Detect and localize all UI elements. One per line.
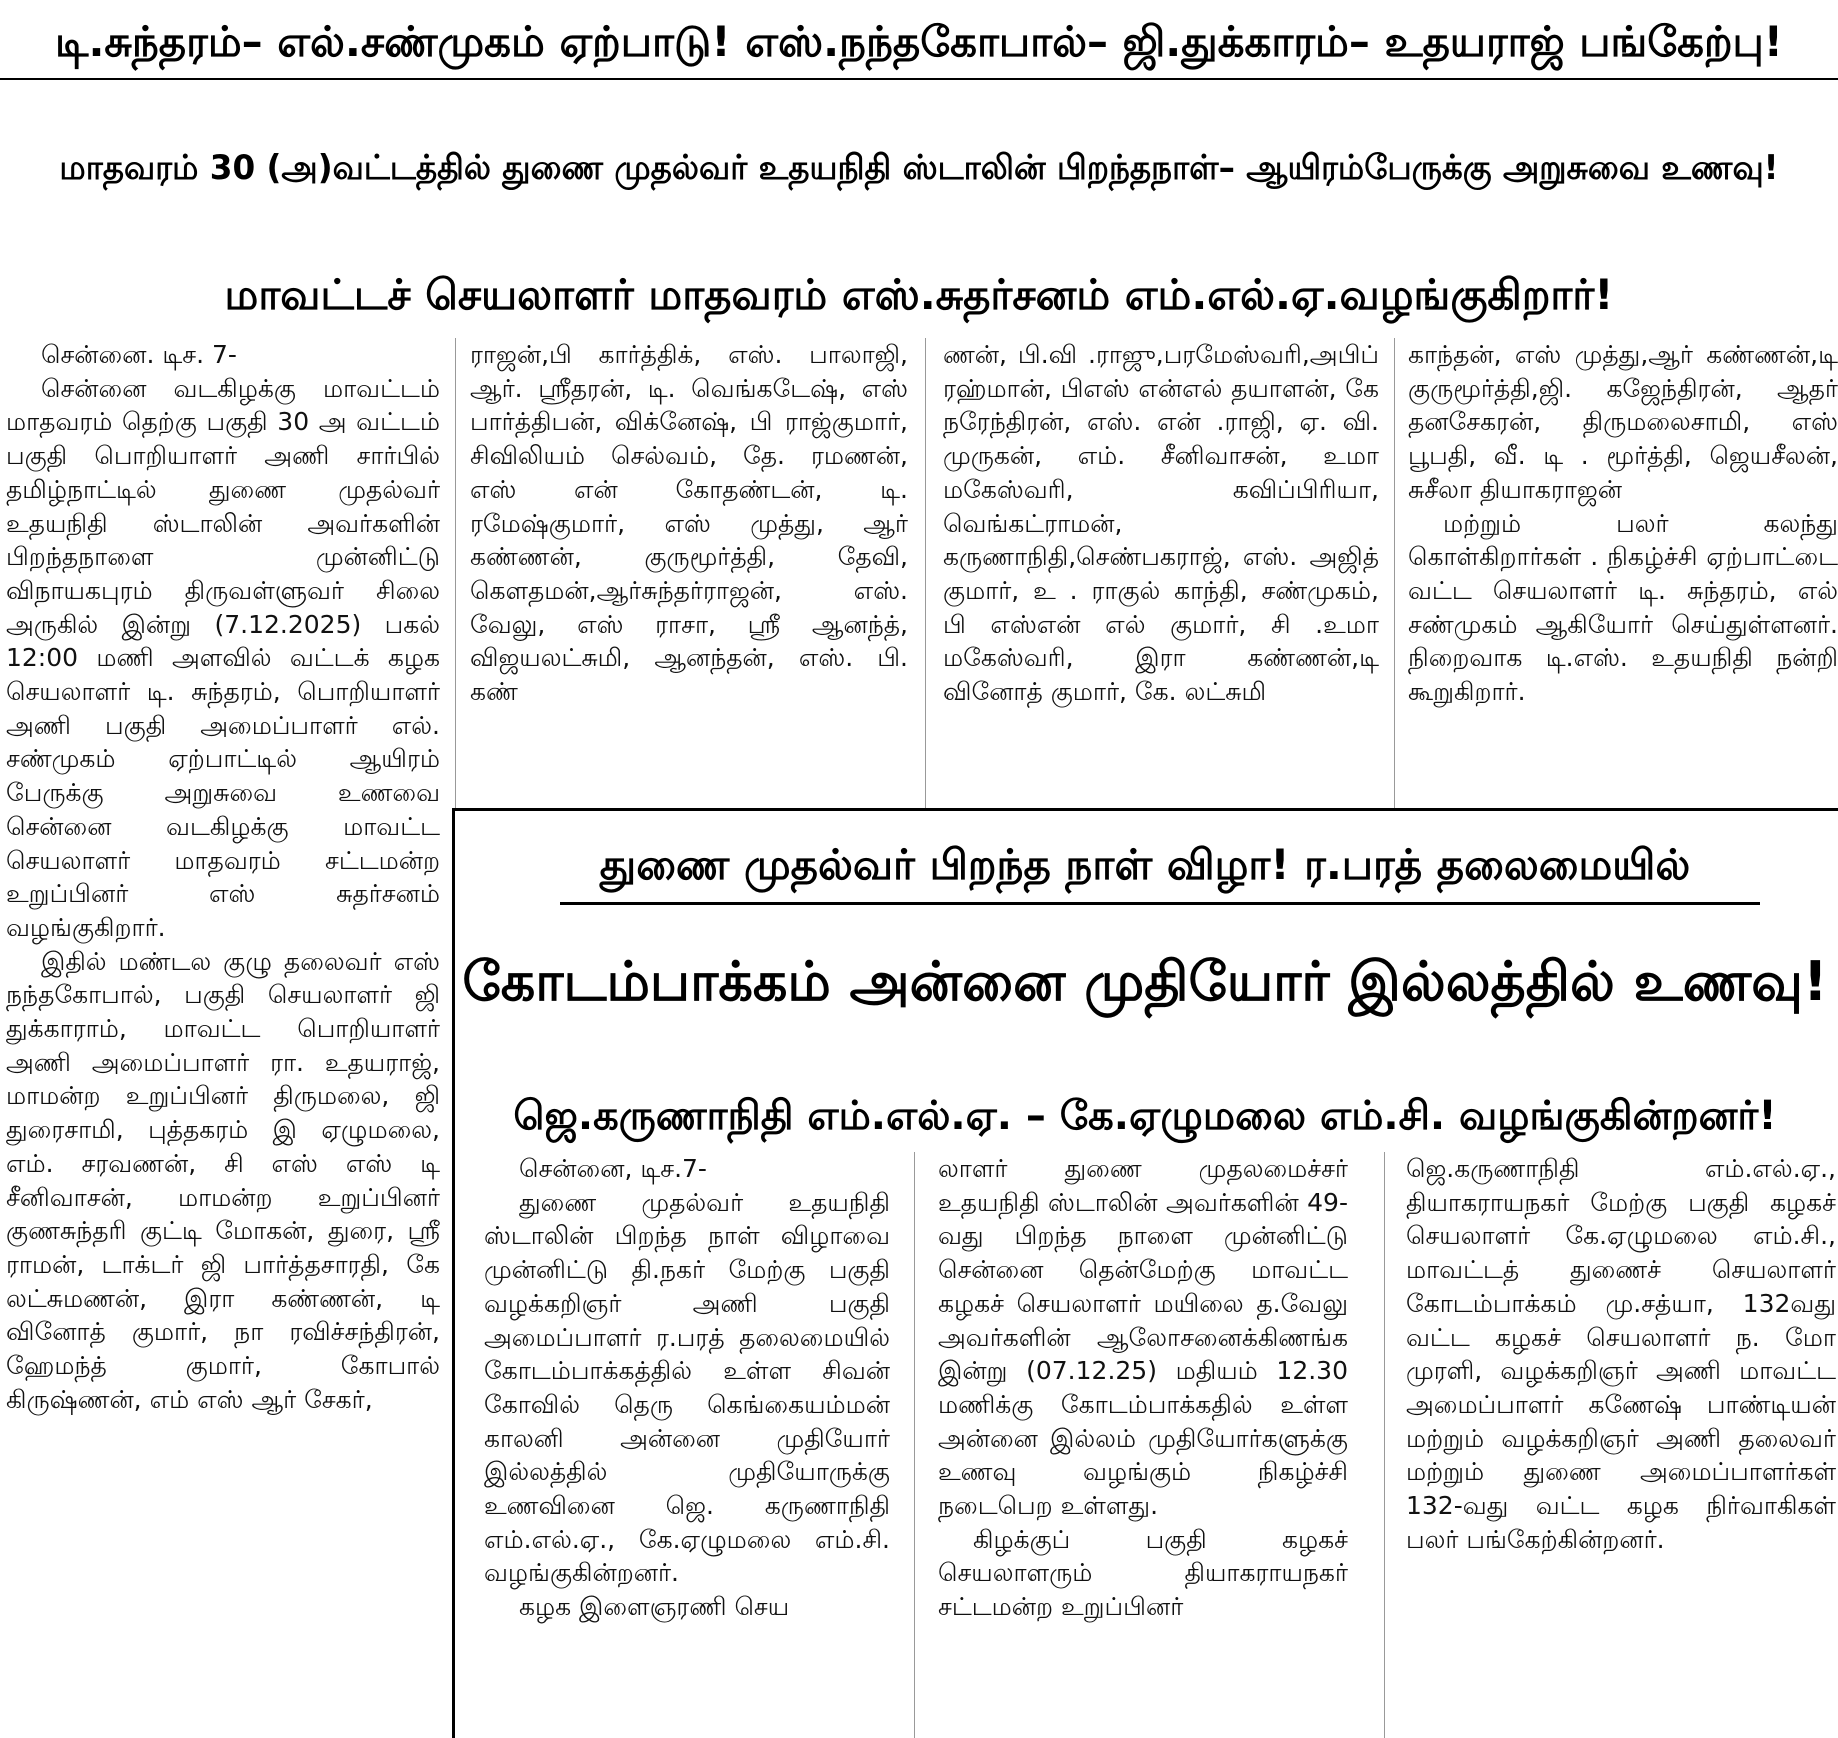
article1-paragraph: இதில் மண்டல குழு தலைவர் எஸ் நந்தகோபால், பகுதி செயலாளர் ஜி துக்காராம், மாவட்ட பொறியாளர் அணி அமைப்பாளர் ரா. உதயராஜ், மாமன்ற உறுப்பினர் திருமலை, ஜி துரைசாமி, புத்தகரம் இ ஏழுமலை, எம். சரவணன், சி எஸ் எஸ் டி சீனிவாசன், மாமன்ற உறுப்பினர் குணசுந்தரி குட்டி மோகன், துரை, ஸ்ரீ ராமன், டாக்டர் ஜி பார்த்தசாரதி, கே லட்சுமணன், இரா கண்ணன், டி வினோத் குமார், நா ரவிச்சந்திரன், ஹேமந்த் குமார், கோபால் கிருஷ்ணன், எம் எஸ் ஆர் சேகர், (6, 946, 440, 1414)
article2-dateline: சென்னை, டிச.7- (519, 1154, 707, 1183)
article2-text: துணை முதல்வர் உதயநிதி ஸ்டாலின் பிறந்த நாள் விழாவை முன்னிட்டு தி.நகர் மேற்கு பகுதி வழக்கறிஞர் அணி பகுதி அமைப்பாளர் ர.பரத் தலைமையில் கோடம்பாக்கத்தில் உள்ள சிவன் கோவில் தெரு கெங்கையம்மன் காலனி அன்னை முதியோர் இல்லத்தில் முதியோருக்கு உணவினை ஜெ. கருணாநிதி எம்.எல்.ஏ., கே.ஏழுமலை எம்.சி. வழங்குகின்றனர். (484, 1187, 890, 1588)
article1-column-3 (943, 338, 1379, 798)
article2-kicker: துணை முதல்வர் பிறந்த நாள் விழா! ர.பரத் தலைமையில் (599, 840, 1691, 889)
article2-headline: கோடம்பாக்கம் அன்னை முதியோர் இல்லத்தில் உணவு! (462, 950, 1828, 1013)
article1-text: காந்தன், எஸ் முத்து,ஆர் கண்ணன்,டி குருமூர்த்தி,ஜி. கஜேந்திரன், ஆதர் தனசேகரன், திருமலைசாமி, எஸ் பூபதி, வீ. டி . மூர்த்தி, ஜெயசீலன், சுசீலா தியாகராஜன் (1408, 340, 1838, 504)
article2-subhead: ஜெ.கருணாநிதி எம்.எல்.ஏ. – கே.ஏழுமலை எம்.சி. வழங்குகின்றனர்! (513, 1093, 1777, 1139)
article1-column-1 (6, 338, 440, 1738)
article2-text: லாளர் துணை முதலமைச்சர் உதயநிதி ஸ்டாலின் அவர்களின் 49-வது பிறந்த நாளை முன்னிட்டு சென்னை தென்மேற்கு மாவட்ட கழகச் செயலாளர் மயிலை த.வேலு அவர்களின் ஆலோசனைக்கிணங்க இன்று (07.12.25) மதியம் 12.30 மணிக்கு கோடம்பாக்கதில் உள்ள அன்னை இல்லம் முதியோர்களுக்கு உணவு வழங்கும் நிகழ்ச்சி நடைபெற உள்ளது. (938, 1154, 1348, 1521)
column-divider (1394, 338, 1395, 808)
article1-text: மற்றும் பலர் கலந்து கொள்கிறார்கள் . நிகழ்ச்சி ஏற்பாட்டை வட்ட செயலாளர் டி. சுந்தரம், எல் சண்முகம் ஆகியோர் செய்துள்ளனர். நிறைவாக டி.எஸ். உதயநிதி நன்றி கூறுகிறார். (1408, 508, 1838, 707)
article2-text: ஜெ.கருணாநிதி எம்.எல்.ஏ., தியாகராயநகர் மேற்கு பகுதி கழகச் செயலாளர் கே.ஏழுமலை எம்.சி., மாவட்டத் துணைச் செயலாளர் கோடம்பாக்கம் மு.சத்யா, 132வது வட்ட கழகச் செயலாளர் ந. மோ முரளி, வழக்கறிஞர் அணி மாவட்ட அமைப்பாளர் கணேஷ் பாண்டியன் மற்றும் வழக்கறிஞர் அணி தலைவர் மற்றும் துணை அமைப்பாளர்கள் 132-வது வட்ட கழக நிர்வாகிகள் பலர் பங்கேற்கின்றனர். (1406, 1154, 1836, 1554)
article1-column-4 (1408, 338, 1838, 798)
article2-column-1 (484, 1152, 890, 1738)
top-strap-headline: டி.சுந்தரம்– எல்.சண்முகம் ஏற்பாடு! எஸ்.நந்தகோபால்– ஜி.துக்காரம்– உதயராஜ் பங்கேற்பு! (0, 6, 1838, 80)
article2-column-2 (938, 1152, 1348, 1738)
article1-paragraph: சென்னை வடகிழக்கு மாவட்டம் மாதவரம் தெற்கு பகுதி 30 அ வட்டம் பகுதி பொறியாளர் அணி சார்பில் தமிழ்நாட்டில் துணை முதல்வர் உதயநிதி ஸ்டாலின் அவர்களின் பிறந்தநாளை முன்னிட்டு விநாயகபுரம் திருவள்ளுவர் சிலை அருகில் இன்று (7.12.2025) பகல் 12:00 மணி அளவில் வட்டக் கழக செயலாளர் டி. சுந்தரம், பொறியாளர் அணி பகுதி அமைப்பாளர் எல். சண்முகம் ஏற்பாட்டில் ஆயிரம் பேருக்கு அறுசுவை உணவை சென்னை வடகிழக்கு மாவட்ட செயலாளர் மாதவரம் சட்டமன்ற உறுப்பினர் எஸ் சுதர்சனம் வழங்குகிறார். (6, 373, 440, 942)
article2-text: கிழக்குப் பகுதி கழகச் செயலாளரும் தியாகராயநகர் சட்டமன்ற உறுப்பினர் (938, 1524, 1348, 1622)
article1-column-2 (470, 338, 908, 798)
article2-column-3 (1406, 1152, 1836, 1738)
sub-headline: மாவட்டச் செயலாளர் மாதவரம் எஸ்.சுதர்சனம் எம்.எல்.ஏ.வழங்குகிறார்! (224, 270, 1614, 319)
column-divider (455, 338, 456, 808)
article2-text: கழக இளைஞரணி செய (519, 1592, 790, 1622)
article1-dateline: சென்னை. டிச. 7- (41, 340, 237, 369)
column-divider (925, 338, 926, 808)
column-divider (914, 1152, 915, 1738)
kicker-rule (560, 902, 1760, 905)
article1-text: ராஜன்,பி கார்த்திக், எஸ். பாலாஜி, ஆர். ஸ்ரீதரன், டி. வெங்கடேஷ், எஸ் பார்த்திபன், விக்னேஷ், பி ராஜ்குமார், சிவிலியம் செல்வம், தே. ரமணன், எஸ் என் கோதண்டன், டி. ரமேஷ்குமார், எஸ் முத்து, ஆர் கண்ணன், குருமூர்த்தி, தேவி, கௌதமன்,ஆர்சுந்தர்ராஜன், எஸ். வேலு, எஸ் ராசா, ஸ்ரீ ஆனந்த், விஜயலட்சுமி, ஆனந்தன், எஸ். பி. கண் (470, 340, 908, 707)
main-headline: மாதவரம் 30 (அ)வட்டத்தில் துணை முதல்வர் உதயநிதி ஸ்டாலின் பிறந்தநாள்– ஆயிரம்பேருக்கு அறுசுவை உணவு! (59, 148, 1779, 188)
column-divider (1384, 1152, 1385, 1738)
article1-text: ணன், பி.வி .ராஜு,பரமேஸ்வரி,அபிப் ரஹ்மான், பிஎஸ் என்எல் தயாளன், கே நரேந்திரன், எஸ். என் .ராஜி, ஏ. வி. முருகன், எம். சீனிவாசன், உமா மகேஸ்வரி, கவிப்பிரியா, வெங்கட்ராமன், கருணாநிதி,செண்பகராஜ், எஸ். அஜித் குமார், உ . ராகுல் காந்தி, சண்முகம், பி எஸ்என் எல் குமார், சி .உமா மகேஸ்வரி, இரா கண்ணன்,டி வினோத் குமார், கே. லட்சுமி (943, 340, 1379, 707)
